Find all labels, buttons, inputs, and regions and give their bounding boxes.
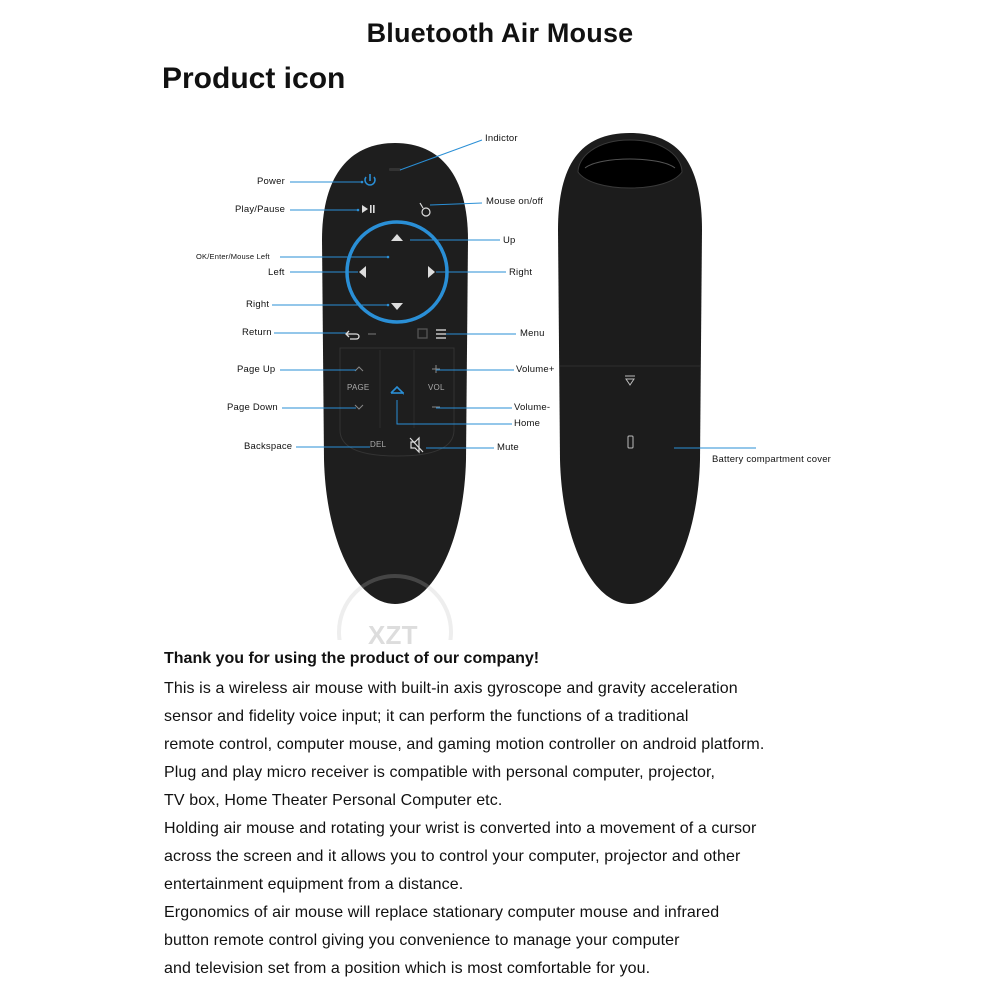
paragraph-line: Holding air mouse and rotating your wrist is converted into a movement of a cursor	[164, 820, 757, 837]
watermark-text: XZT	[368, 620, 418, 650]
label-backspace: Backspace	[244, 441, 293, 452]
intro-heading: Thank you for using the product of our company!	[164, 650, 540, 667]
paragraph-line: button remote control giving you convenience to manage your computer	[164, 932, 680, 949]
label-return: Return	[242, 327, 272, 338]
label-up: Up	[503, 235, 516, 246]
paragraph-line: remote control, computer mouse, and gaming motion controller on android platform.	[164, 736, 765, 753]
paragraph-line: and television set from a position which is most comfortable for you.	[164, 960, 651, 977]
paragraph-line: TV box, Home Theater Personal Computer etc.	[164, 792, 503, 809]
label-battery: Battery compartment cover	[712, 454, 832, 465]
description-paragraph	[164, 675, 984, 983]
label-right: Right	[509, 267, 533, 278]
label-home: Home	[514, 418, 541, 429]
remote-back-body	[558, 133, 702, 604]
label-page-down: Page Down	[227, 402, 278, 413]
section-heading: Product icon	[162, 62, 346, 95]
product-diagram	[0, 120, 1000, 650]
paragraph-line: This is a wireless air mouse with built-in axis gyroscope and gravity acceleration	[164, 680, 738, 697]
paragraph-line: Ergonomics of air mouse will replace stationary computer mouse and infrared	[164, 904, 720, 921]
label-left: Left	[268, 267, 285, 278]
label-play-pause: Play/Pause	[235, 204, 286, 215]
paragraph-line: across the screen and it allows you to control your computer, projector and other	[164, 848, 741, 865]
indicator-light	[389, 168, 401, 171]
label-ok: OK/Enter/Mouse Left	[196, 252, 270, 261]
label-mouse-onoff: Mouse on/off	[486, 196, 544, 207]
label-mute: Mute	[497, 442, 519, 453]
label-down: Right	[246, 299, 270, 310]
label-indictor: Indictor	[485, 133, 518, 144]
vol-key-label: VOL	[428, 383, 445, 392]
label-volume-down: Volume-	[514, 402, 551, 413]
label-power: Power	[257, 176, 285, 187]
label-menu: Menu	[520, 328, 545, 339]
paragraph-line: sensor and fidelity voice input; it can perform the functions of a traditional	[164, 708, 689, 725]
paragraph-line: entertainment equipment from a distance.	[164, 876, 464, 893]
del-key-label: DEL	[370, 440, 387, 449]
paragraph-line: Plug and play micro receiver is compatible with personal computer, projector,	[164, 764, 716, 781]
page-title: Bluetooth Air Mouse	[366, 18, 634, 48]
label-volume-up: Volume+	[516, 364, 555, 375]
remote-front-body	[322, 143, 468, 604]
page-key-label: PAGE	[347, 383, 370, 392]
label-page-up: Page Up	[237, 364, 276, 375]
